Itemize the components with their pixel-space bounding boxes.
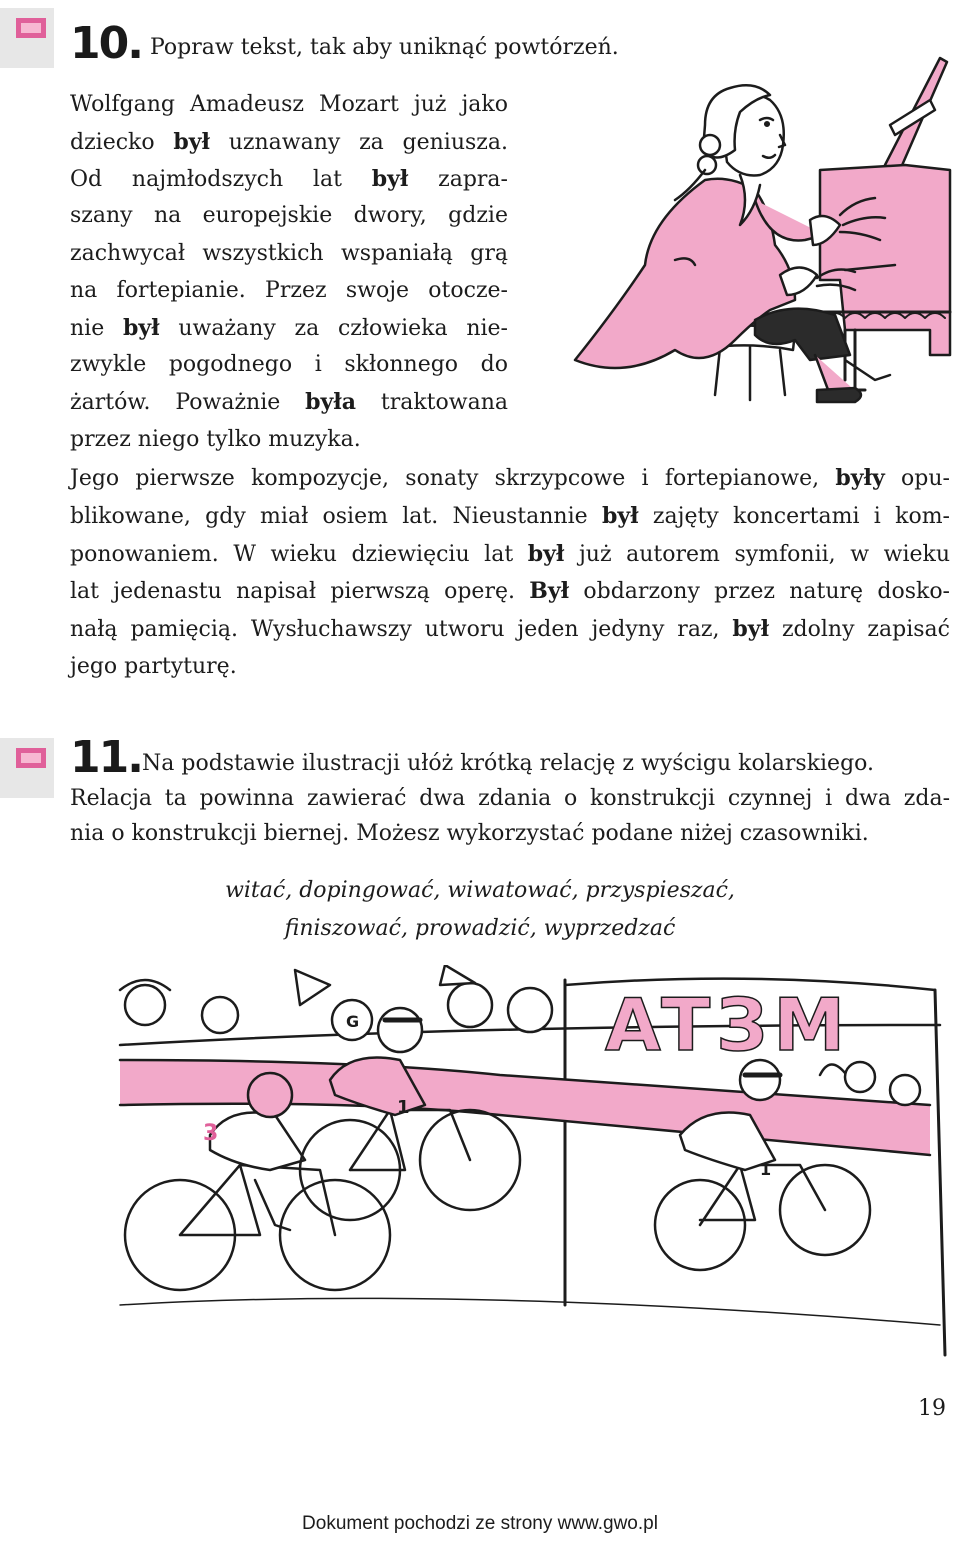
exercise-11-text-line: Relacja ta powinna zawierać dwa zdania o konstrukcji czynnej i dwa zda- [70, 786, 950, 811]
text-line: Wolfgang Amadeusz Mozart już jako [70, 92, 508, 117]
text-line: Od najmłodszych lat był zapra- [70, 166, 508, 192]
jersey-number-1-finish: 1 [760, 1160, 772, 1179]
cyclist-1-leading [300, 1008, 520, 1220]
text-line: dziecko był uznawany za geniusza. [70, 129, 508, 155]
banner-text: ATЗM [605, 983, 852, 1067]
text-line: szany na europejskie dwory, gdzie [70, 203, 508, 228]
footer-source: Dokument pochodzi ze strony www.gwo.pl [302, 1513, 658, 1534]
text-line: na fortepianie. Przez swoje otocze- [70, 278, 508, 303]
jersey-number-3: 3 [203, 1121, 219, 1146]
mozart-at-harpsichord-illustration [555, 50, 955, 440]
text-line: zwykle pogodnego i skłonnego do [70, 352, 508, 377]
mozart-breeches [755, 309, 850, 360]
cycling-race-illustration [60, 965, 950, 1370]
text-line: żartów. Poważnie była traktowana [70, 389, 508, 415]
text-line: nałą pamięcią. Wysłuchawszy utworu jeden jedyny raz, był zdolny zapisać [70, 616, 950, 642]
exercise-10-number: 10. [70, 18, 142, 69]
exercise-11-text-line: nia o konstrukcji biernej. Możesz wykorzystać podane niżej czasowniki. [70, 821, 869, 846]
text-line: nie był uważany za człowieka nie- [70, 315, 508, 341]
verb-list-line-2: finiszować, prowadzić, wyprzedzać [284, 916, 676, 941]
text-line: Jego pierwsze kompozycje, sonaty skrzypcowe i fortepianowe, były opu- [70, 465, 950, 491]
exercise-10-instruction: Popraw tekst, tak aby uniknąć powtórzeń. [150, 35, 619, 60]
text-line: przez niego tylko muzyka. [70, 427, 361, 452]
text-line: lat jedenastu napisał pierwszą operę. Był obdarzony przez naturę dosko- [70, 578, 950, 604]
jersey-number-1: 1 [397, 1097, 410, 1118]
exercise-11-instruction: Na podstawie ilustracji ułóż krótką relację z wyścigu kolarskiego. [142, 751, 875, 776]
text-line: zachwycał wszystkich wspaniałą grą [70, 241, 508, 266]
spectator-flag-text: G [346, 1012, 360, 1031]
verb-list-line-1: witać, dopingować, wiwatować, przyspieszać, [225, 878, 735, 903]
page-number: 19 [918, 1396, 946, 1421]
exercise-10-marker [0, 8, 54, 68]
text-line: blikowane, gdy miał osiem lat. Nieustannie był zajęty koncertami i kom- [70, 503, 950, 529]
exercise-11-number: 11. [70, 732, 142, 783]
lace-cuff-lower [780, 268, 817, 296]
banner-pole-right [935, 990, 945, 1355]
text-line: jego partyturę. [70, 654, 237, 679]
text-line: ponowaniem. W wieku dziewięciu lat był już autorem symfonii, w wieku [70, 541, 950, 567]
exercise-11-marker [0, 738, 54, 798]
shoe [817, 388, 861, 402]
